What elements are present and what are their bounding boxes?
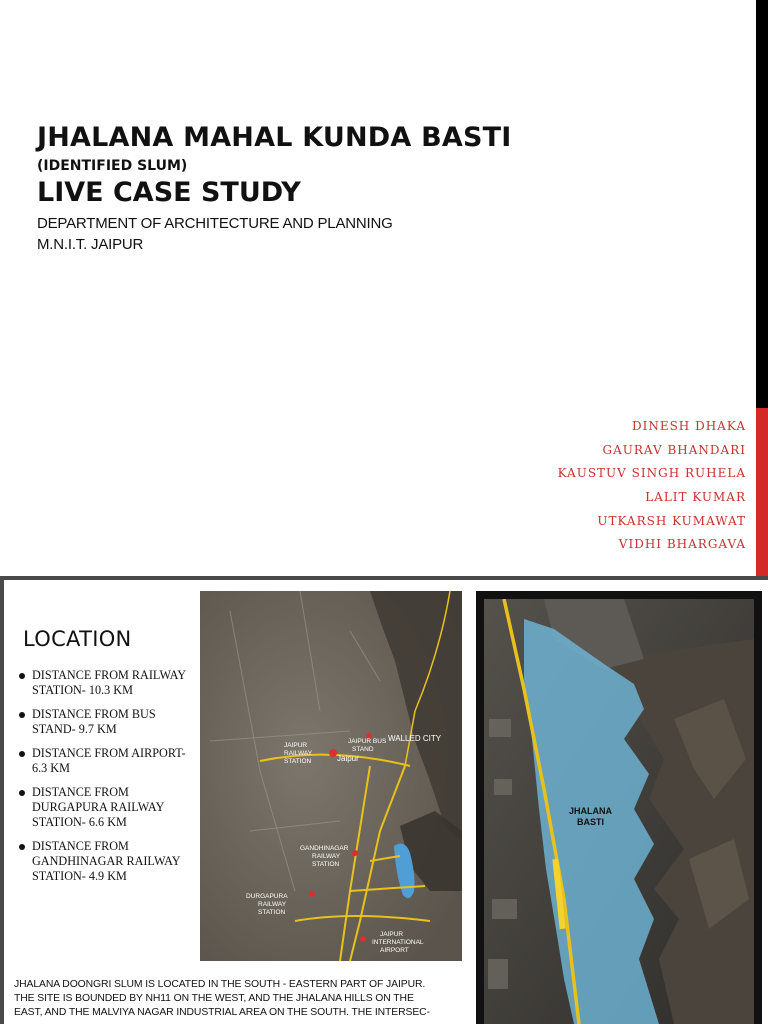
department-name: DEPARTMENT OF ARCHITECTURE AND PLANNING bbox=[37, 215, 393, 232]
map-label-airport: INTERNATIONAL bbox=[372, 939, 424, 946]
location-slide-content bbox=[4, 580, 768, 1024]
map-label-bus-stand: JAIPUR BUS bbox=[348, 738, 387, 745]
team-member: GAURAV BHANDARI bbox=[602, 442, 746, 457]
city-location-map bbox=[200, 591, 462, 961]
slide-title-secondary: LIVE CASE STUDY bbox=[37, 177, 301, 208]
satellite-graphic bbox=[484, 599, 754, 1024]
map-label-walled-city: WALLED CITY bbox=[388, 734, 442, 743]
map-label-gandhinagar: GANDHINAGAR bbox=[300, 845, 349, 852]
list-item: DISTANCE FROM BUS STAND- 9.7 KM bbox=[18, 707, 204, 737]
bullet-icon bbox=[19, 790, 25, 796]
description-line: EAST, AND THE MALVIYA NAGAR INDUSTRIAL AREA ON THE SOUTH. THE INTERSEC- bbox=[14, 1007, 430, 1018]
list-item: DISTANCE FROM AIRPORT- 6.3 KM bbox=[18, 746, 204, 776]
map-label-durgapura: RAILWAY bbox=[258, 901, 287, 908]
team-member: KAUSTUV SINGH RUHELA bbox=[557, 466, 746, 481]
description-line: JHALANA DOONGRI SLUM IS LOCATED IN THE SOUTH - EASTERN PART OF JAIPUR. bbox=[14, 979, 426, 990]
location-slide bbox=[0, 576, 768, 1024]
bullet-icon bbox=[19, 712, 25, 718]
map-label-jaipur-railway: STATION bbox=[284, 758, 312, 765]
map-label-jaipur-railway: JAIPUR bbox=[284, 742, 308, 749]
bullet-icon bbox=[19, 751, 25, 757]
slide-subtitle: (IDENTIFIED SLUM) bbox=[37, 158, 188, 174]
map-label-basti: BASTI bbox=[577, 817, 604, 827]
list-item: DISTANCE FROM RAILWAY STATION- 10.3 KM bbox=[18, 668, 204, 698]
map-label-airport: JAIPUR bbox=[380, 931, 404, 938]
location-description bbox=[14, 978, 469, 1020]
institute-name: M.N.I.T. JAIPUR bbox=[37, 236, 144, 253]
map-label-jhalana: JHALANA bbox=[569, 806, 613, 816]
description-line: THE SITE IS BOUNDED BY NH11 ON THE WEST, AND THE JHALANA HILLS ON THE bbox=[14, 993, 414, 1004]
map-label-airport: AIRPORT bbox=[380, 947, 409, 954]
location-heading: LOCATION bbox=[23, 627, 132, 651]
distance-list bbox=[18, 668, 204, 893]
sidebar-red-bar bbox=[756, 408, 768, 576]
list-item: DISTANCE FROM DURGAPURA RAILWAY STATION- 6.6 KM bbox=[18, 785, 204, 830]
team-member: LALIT KUMAR bbox=[645, 490, 746, 505]
list-item: DISTANCE FROM GANDHINAGAR RAILWAY STATION- 4.9 KM bbox=[18, 839, 204, 884]
slide-title: JHALANA MAHAL KUNDA BASTI bbox=[37, 122, 512, 153]
sidebar-black-bar bbox=[756, 0, 768, 408]
satellite-map bbox=[484, 599, 754, 1024]
map-label-jaipur: Jaipur bbox=[337, 754, 359, 763]
team-list bbox=[558, 418, 746, 560]
team-member: VIDHI BHARGAVA bbox=[618, 537, 746, 552]
satellite-map-frame bbox=[476, 591, 762, 1024]
map-label-durgapura: DURGAPURA bbox=[246, 893, 288, 900]
team-member: UTKARSH KUMAWAT bbox=[597, 513, 746, 528]
map-label-durgapura: STATION bbox=[258, 909, 286, 916]
map-label-bus-stand: STAND bbox=[352, 746, 374, 753]
map-label-gandhinagar: RAILWAY bbox=[312, 853, 341, 860]
map-label-jaipur-railway: RAILWAY bbox=[284, 750, 313, 757]
bullet-icon bbox=[19, 844, 25, 850]
map-label-gandhinagar: STATION bbox=[312, 861, 340, 868]
bullet-icon bbox=[19, 673, 25, 679]
city-map-graphic bbox=[200, 591, 462, 961]
team-member: DINESH DHAKA bbox=[631, 419, 746, 433]
